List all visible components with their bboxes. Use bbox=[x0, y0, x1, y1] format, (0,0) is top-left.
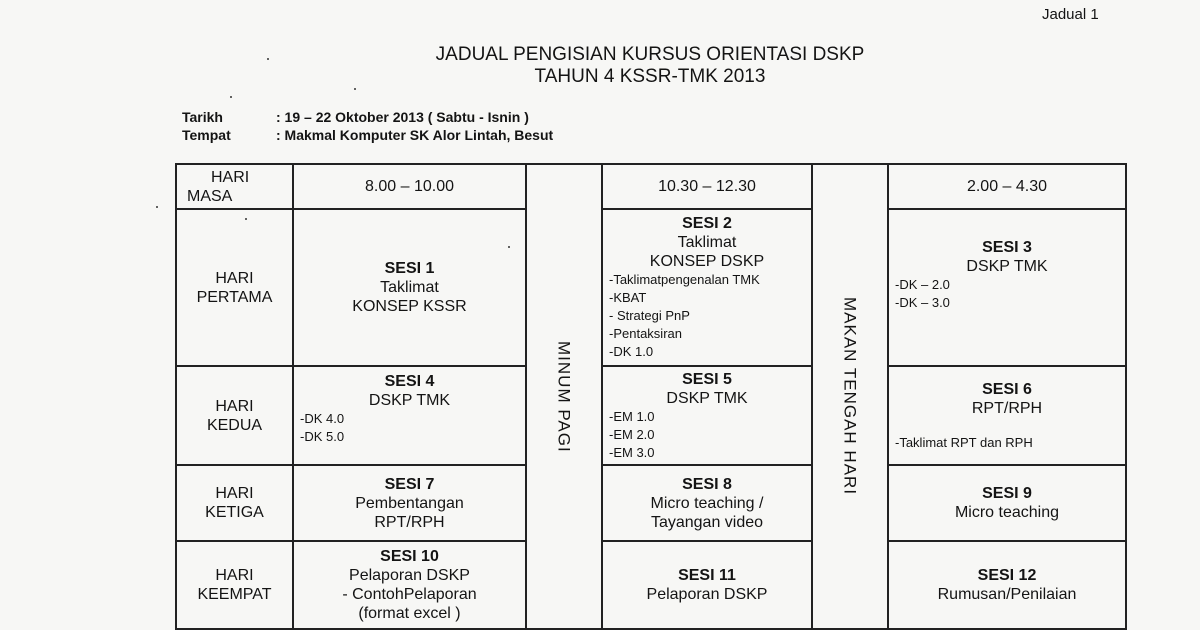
date-row bbox=[182, 109, 529, 125]
scan-speck bbox=[354, 88, 356, 90]
session-item: -DK – 3.0 bbox=[895, 294, 950, 310]
session-cell bbox=[293, 541, 526, 629]
session-item: -Taklimat RPT dan RPH bbox=[895, 434, 1033, 450]
session-item: -DK 1.0 bbox=[609, 344, 654, 359]
time-slot-1: 8.00 – 10.00 bbox=[293, 164, 526, 209]
session-cell bbox=[888, 541, 1126, 629]
session-line: RPT/RPH bbox=[374, 513, 445, 531]
day-label-4 bbox=[176, 541, 293, 629]
day-hari: HARI bbox=[215, 485, 254, 502]
session-line: Micro teaching / bbox=[650, 494, 764, 512]
session-title: SESI 12 bbox=[977, 567, 1037, 584]
session-line: RPT/RPH bbox=[971, 399, 1043, 417]
session-items bbox=[294, 410, 525, 446]
scan-speck bbox=[156, 206, 158, 208]
session-cell bbox=[888, 366, 1126, 465]
session-title: SESI 11 bbox=[678, 567, 736, 584]
session-line: Pelaporan DSKP bbox=[646, 586, 768, 603]
day-label-2 bbox=[176, 366, 293, 465]
session-line: Tayangan video bbox=[650, 513, 764, 531]
lunch-break-column bbox=[812, 164, 888, 629]
day-name: KEDUA bbox=[206, 416, 263, 434]
session-line: Pembentangan bbox=[355, 494, 464, 512]
session-cell bbox=[293, 209, 526, 366]
session-cell bbox=[888, 209, 1126, 366]
session-item: -Taklimatpengenalan TMK bbox=[609, 272, 760, 287]
session-item: -KBAT bbox=[609, 290, 647, 305]
session-cell bbox=[293, 465, 526, 541]
table-row-day-2 bbox=[176, 366, 1126, 465]
time-slot-2: 10.30 – 12.30 bbox=[602, 164, 812, 209]
table-row-day-1 bbox=[176, 209, 1126, 366]
date-label: Tarikh bbox=[182, 109, 223, 125]
scan-speck bbox=[267, 58, 269, 60]
day-name: PERTAMA bbox=[196, 288, 273, 306]
session-item: -EM 2.0 bbox=[609, 426, 655, 442]
day-label-3 bbox=[176, 465, 293, 541]
session-line: Rumusan/Penilaian bbox=[937, 586, 1077, 603]
session-item: -DK 5.0 bbox=[300, 428, 345, 444]
session-items bbox=[889, 434, 1125, 452]
day-hari: HARI bbox=[215, 269, 254, 287]
session-line: Taklimat bbox=[380, 279, 439, 296]
session-line: KONSEP KSSR bbox=[352, 298, 467, 315]
day-label-1 bbox=[176, 209, 293, 366]
session-title: SESI 3 bbox=[982, 238, 1032, 256]
session-title: SESI 4 bbox=[384, 372, 435, 390]
table-row-day-4 bbox=[176, 541, 1126, 629]
day-name: KETIGA bbox=[205, 504, 264, 521]
hari-header-label: HARI bbox=[211, 168, 250, 186]
session-items bbox=[889, 276, 1125, 312]
session-title: SESI 1 bbox=[384, 260, 435, 277]
morning-break-label: MINUM PAGI bbox=[554, 340, 574, 453]
venue-row bbox=[182, 127, 553, 143]
document-title: JADUAL PENGISIAN KURSUS ORIENTASI DSKP bbox=[435, 44, 865, 65]
session-title: SESI 9 bbox=[982, 485, 1032, 502]
session-line: DSKP TMK bbox=[966, 257, 1048, 275]
document-subtitle: TAHUN 4 KSSR-TMK 2013 bbox=[534, 66, 766, 87]
session-cell bbox=[602, 209, 812, 366]
session-cell bbox=[602, 465, 812, 541]
date-value: : 19 – 22 Oktober 2013 ( Sabtu - Isnin ) bbox=[276, 109, 529, 125]
session-item: - Strategi PnP bbox=[609, 308, 690, 323]
lunch-break-label: MAKAN TENGAH HARI bbox=[840, 297, 860, 496]
venue-value: : Makmal Komputer SK Alor Lintah, Besut bbox=[276, 127, 554, 143]
session-line: (format excel ) bbox=[358, 605, 461, 622]
session-line: Taklimat bbox=[677, 234, 737, 251]
session-line: Micro teaching bbox=[954, 504, 1060, 521]
session-item: -EM 1.0 bbox=[609, 408, 655, 424]
hari-masa-header bbox=[176, 164, 293, 209]
session-line: DSKP TMK bbox=[666, 389, 748, 407]
session-title: SESI 5 bbox=[682, 370, 732, 388]
day-hari: HARI bbox=[215, 397, 254, 415]
masa-header-label: MASA bbox=[187, 187, 233, 205]
session-title: SESI 6 bbox=[982, 380, 1032, 398]
session-title: SESI 2 bbox=[682, 215, 732, 232]
session-line: KONSEP DSKP bbox=[649, 253, 765, 270]
session-cell bbox=[888, 465, 1126, 541]
scan-speck bbox=[230, 96, 232, 98]
session-cell bbox=[293, 366, 526, 465]
session-title: SESI 7 bbox=[384, 475, 435, 493]
session-items bbox=[603, 408, 811, 462]
session-cell bbox=[602, 366, 812, 465]
table-row-day-3 bbox=[176, 465, 1126, 541]
session-items bbox=[603, 271, 811, 361]
time-slot-3: 2.00 – 4.30 bbox=[888, 164, 1126, 209]
session-title: SESI 10 bbox=[380, 548, 439, 565]
session-item: -EM 3.0 bbox=[609, 444, 655, 460]
day-name: KEEMPAT bbox=[197, 586, 272, 603]
session-item: -DK 4.0 bbox=[300, 410, 345, 426]
table-header-row bbox=[176, 164, 1126, 209]
venue-label: Tempat bbox=[182, 127, 231, 143]
schedule-table bbox=[175, 163, 1127, 630]
session-item: -Pentaksiran bbox=[609, 326, 682, 341]
session-line: - ContohPelaporan bbox=[342, 586, 477, 603]
day-hari: HARI bbox=[215, 567, 254, 584]
session-line: DSKP TMK bbox=[368, 391, 451, 409]
session-item: -DK – 2.0 bbox=[895, 276, 950, 292]
document-label: Jadual 1 bbox=[1042, 6, 1099, 23]
session-title: SESI 8 bbox=[682, 475, 732, 493]
morning-break-column bbox=[526, 164, 602, 629]
session-line: Pelaporan DSKP bbox=[349, 567, 470, 584]
session-cell bbox=[602, 541, 812, 629]
